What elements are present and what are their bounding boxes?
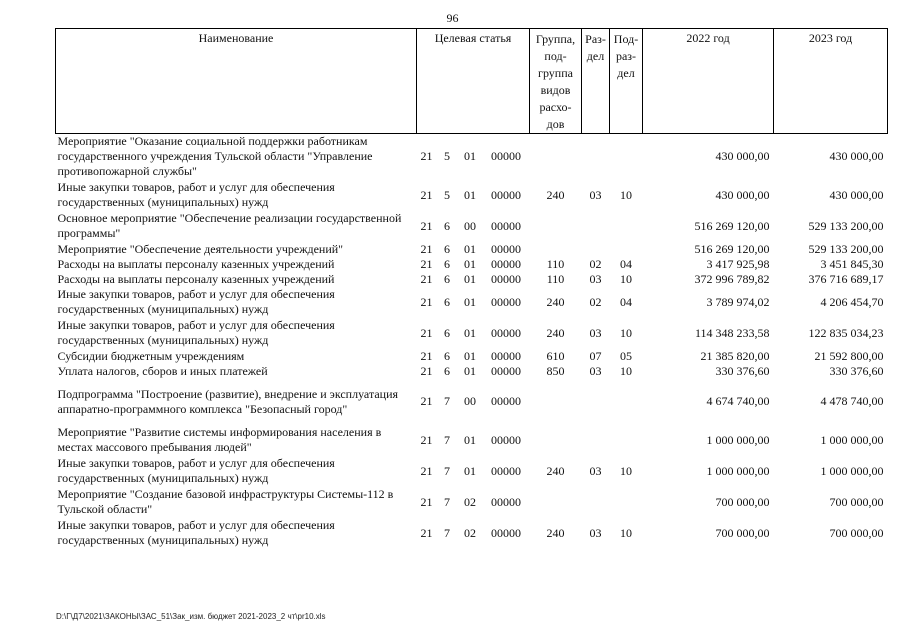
expense-group: 240: [546, 463, 565, 478]
table-row: [56, 287, 888, 318]
amount-2022: 700 000,00: [715, 494, 770, 509]
subsection: 10: [620, 525, 633, 540]
row-name: Уплата налогов, сборов и иных платежей: [57, 363, 268, 378]
target-part-d: 00000: [491, 256, 521, 271]
section: [582, 425, 610, 456]
amount-2022: 3 789 974,02: [706, 294, 770, 309]
target-part-d: 00000: [491, 271, 521, 286]
expense-group: [530, 211, 582, 242]
header-subsection: Под- раз- дел: [610, 29, 643, 134]
subsection: [610, 379, 643, 425]
target-part-b: 6: [444, 348, 450, 363]
target-part-d: 00000: [491, 525, 521, 540]
amount-2023: 700 000,00: [829, 494, 884, 509]
target-part-d: 00000: [491, 294, 521, 309]
row-name: Иные закупки товаров, работ и услуг для обеспечения государственных (муниципальных) нужд: [57, 180, 335, 209]
table-body: [56, 134, 888, 549]
table-row: [56, 272, 888, 287]
subsection: 10: [620, 187, 633, 202]
amount-2022: 3 417 925,98: [706, 256, 770, 271]
target-part-c: 01: [464, 241, 476, 256]
target-part-c: 00: [464, 394, 476, 408]
target-part-a: 21: [420, 463, 433, 478]
target-part-b: 5: [444, 187, 450, 202]
target-part-c: 00: [464, 218, 476, 233]
target-part-b: 6: [444, 256, 450, 271]
target-part-b: 5: [444, 149, 450, 164]
section: [582, 134, 610, 180]
target-part-a: 21: [420, 271, 433, 286]
target-part-d: 00000: [491, 149, 521, 164]
section: 03: [589, 325, 602, 340]
target-part-c: 01: [464, 271, 476, 286]
expense-group: 240: [546, 525, 565, 540]
amount-2022: 1 000 000,00: [706, 463, 770, 478]
table-row: [56, 364, 888, 379]
subsection: 04: [620, 294, 633, 309]
section: 03: [589, 187, 602, 202]
target-part-c: 01: [464, 149, 476, 164]
budget-table: [55, 28, 888, 549]
amount-2022: 1 000 000,00: [706, 432, 770, 447]
row-name: Иные закупки товаров, работ и услуг для обеспечения государственных (муниципальных) нужд: [57, 318, 335, 347]
subsection: [610, 211, 643, 242]
amount-2023: 122 835 034,23: [808, 325, 884, 340]
amount-2022: 372 996 789,82: [694, 271, 770, 286]
target-part-a: 21: [420, 325, 433, 340]
expense-group: [530, 134, 582, 180]
expense-group: 110: [546, 256, 565, 271]
table-row: [56, 349, 888, 364]
expense-group: 240: [546, 294, 565, 309]
section: 03: [589, 363, 602, 378]
target-part-a: 21: [420, 525, 433, 540]
page-number: 96: [446, 11, 459, 25]
section: 03: [589, 525, 602, 540]
section: 02: [589, 294, 602, 309]
target-part-d: 00000: [491, 394, 521, 408]
header-name: Наименование: [56, 29, 417, 134]
row-name: Иные закупки товаров, работ и услуг для обеспечения государственных (муниципальных) нужд: [57, 518, 335, 547]
target-part-d: 00000: [491, 218, 521, 233]
target-part-d: 00000: [491, 325, 521, 340]
target-part-c: 01: [464, 325, 476, 340]
header-section: Раз- дел: [582, 29, 610, 134]
table-row: [56, 318, 888, 349]
target-part-d: 00000: [491, 494, 521, 509]
target-part-b: 7: [444, 525, 450, 540]
section: [582, 242, 610, 257]
subsection: [610, 425, 643, 456]
subsection: 10: [620, 363, 633, 378]
target-part-a: 21: [420, 294, 433, 309]
section: 07: [589, 348, 602, 363]
amount-2023: 529 133 200,00: [808, 241, 884, 256]
row-name: Мероприятие "Оказание социальной поддержки работникам государственного учреждения Тульской области "Управление противопожарной службы": [57, 134, 373, 179]
target-part-a: 21: [420, 432, 433, 447]
target-part-b: 6: [444, 363, 450, 378]
amount-2023: 4 478 740,00: [820, 394, 884, 408]
table-row: [56, 257, 888, 272]
header-2023: 2023 год: [774, 29, 888, 134]
table-row: [56, 134, 888, 180]
target-part-a: 21: [420, 394, 433, 408]
amount-2023: 3 451 845,30: [820, 256, 884, 271]
amount-2023: 529 133 200,00: [808, 218, 884, 233]
header-2022: 2022 год: [643, 29, 774, 134]
subsection: 10: [620, 325, 633, 340]
amount-2023: 1 000 000,00: [820, 432, 884, 447]
target-part-b: 6: [444, 325, 450, 340]
subsection: [610, 242, 643, 257]
section: [582, 487, 610, 518]
target-part-c: 01: [464, 348, 476, 363]
expense-group: 110: [546, 271, 565, 286]
expense-group: 850: [546, 363, 565, 378]
amount-2022: 430 000,00: [715, 149, 770, 164]
target-part-d: 00000: [491, 463, 521, 478]
table-row: [56, 456, 888, 487]
target-part-a: 21: [420, 187, 433, 202]
target-part-c: 02: [464, 525, 476, 540]
target-part-c: 01: [464, 294, 476, 309]
amount-2022: 21 385 820,00: [700, 348, 770, 363]
amount-2022: 516 269 120,00: [694, 218, 770, 233]
expense-group: 240: [546, 325, 565, 340]
header-target-item: Целевая статья: [417, 29, 530, 134]
target-part-d: 00000: [491, 187, 521, 202]
amount-2022: 330 376,60: [715, 363, 770, 378]
amount-2023: 1 000 000,00: [820, 463, 884, 478]
amount-2023: 21 592 800,00: [814, 348, 884, 363]
subsection: 05: [620, 348, 633, 363]
section: 03: [589, 271, 602, 286]
target-part-b: 6: [444, 241, 450, 256]
table-row: [56, 425, 888, 456]
row-name: Иные закупки товаров, работ и услуг для обеспечения государственных (муниципальных) нужд: [57, 287, 335, 316]
amount-2023: 376 716 689,17: [808, 271, 884, 286]
table-row: [56, 211, 888, 242]
target-part-c: 01: [464, 187, 476, 202]
amount-2023: 430 000,00: [829, 149, 884, 164]
expense-group: [530, 487, 582, 518]
amount-2022: 516 269 120,00: [694, 241, 770, 256]
amount-2023: 430 000,00: [829, 187, 884, 202]
subsection: 10: [620, 271, 633, 286]
amount-2022: 700 000,00: [715, 525, 770, 540]
target-part-c: 01: [464, 463, 476, 478]
amount-2023: 330 376,60: [829, 363, 884, 378]
table-row: [56, 180, 888, 211]
target-part-a: 21: [420, 241, 433, 256]
amount-2022: 430 000,00: [715, 187, 770, 202]
row-name: Субсидии бюджетным учреждениям: [57, 348, 245, 363]
target-part-a: 21: [420, 494, 433, 509]
target-part-a: 21: [420, 149, 433, 164]
target-part-c: 02: [464, 494, 476, 509]
section: 02: [589, 256, 602, 271]
target-part-b: 6: [444, 218, 450, 233]
target-part-d: 00000: [491, 363, 521, 378]
subsection: [610, 487, 643, 518]
footer-file-path: D:\Г\Д7\2021\ЗАКОНЫ\ЗАС_51\Зак_изм. бюджет 2021-2023_2 чт\pr10.xls: [56, 612, 326, 621]
target-part-a: 21: [420, 348, 433, 363]
header-group: Группа, под- группа видов расхо- дов: [530, 29, 582, 134]
table-header-row: [56, 29, 888, 134]
table-row: [56, 487, 888, 518]
row-name: Иные закупки товаров, работ и услуг для обеспечения государственных (муниципальных) нужд: [57, 456, 335, 485]
row-name: Мероприятие "Обеспечение деятельности учреждений": [57, 241, 344, 256]
target-part-d: 00000: [491, 348, 521, 363]
target-part-c: 01: [464, 256, 476, 271]
row-name: Основное мероприятие "Обеспечение реализации государственной программы": [57, 211, 402, 240]
amount-2022: 4 674 740,00: [706, 394, 770, 408]
expense-group: [530, 379, 582, 425]
target-part-b: 6: [444, 271, 450, 286]
target-part-d: 00000: [491, 432, 521, 447]
row-name: Мероприятие "Развитие системы информирования населения в местах массового пребывания людей": [57, 425, 382, 454]
table-row: [56, 379, 888, 425]
target-part-a: 21: [420, 363, 433, 378]
section: 03: [589, 463, 602, 478]
amount-2023: 4 206 454,70: [820, 294, 884, 309]
subsection: 10: [620, 463, 633, 478]
expense-group: 240: [546, 187, 565, 202]
subsection: 04: [620, 256, 633, 271]
expense-group: [530, 242, 582, 257]
row-name: Подпрограмма "Построение (развитие), внедрение и эксплуатация аппаратно-программного комплекса "Безопасный город": [57, 386, 399, 416]
target-part-a: 21: [420, 218, 433, 233]
target-part-c: 01: [464, 363, 476, 378]
target-part-b: 6: [444, 294, 450, 309]
target-part-b: 7: [444, 494, 450, 509]
target-part-b: 7: [444, 432, 450, 447]
table-row: [56, 518, 888, 549]
target-part-d: 00000: [491, 241, 521, 256]
target-part-b: 7: [444, 394, 450, 408]
table-row: [56, 242, 888, 257]
row-name: Расходы на выплаты персоналу казенных учреждений: [57, 271, 335, 286]
row-name: Мероприятие "Создание базовой инфраструктуры Системы-112 в Тульской области": [57, 487, 394, 516]
amount-2022: 114 348 233,58: [694, 325, 770, 340]
expense-group: [530, 425, 582, 456]
target-part-b: 7: [444, 463, 450, 478]
amount-2023: 700 000,00: [829, 525, 884, 540]
section: [582, 211, 610, 242]
subsection: [610, 134, 643, 180]
section: [582, 379, 610, 425]
expense-group: 610: [546, 348, 565, 363]
target-part-c: 01: [464, 432, 476, 447]
target-part-a: 21: [420, 256, 433, 271]
row-name: Расходы на выплаты персоналу казенных учреждений: [57, 256, 335, 271]
